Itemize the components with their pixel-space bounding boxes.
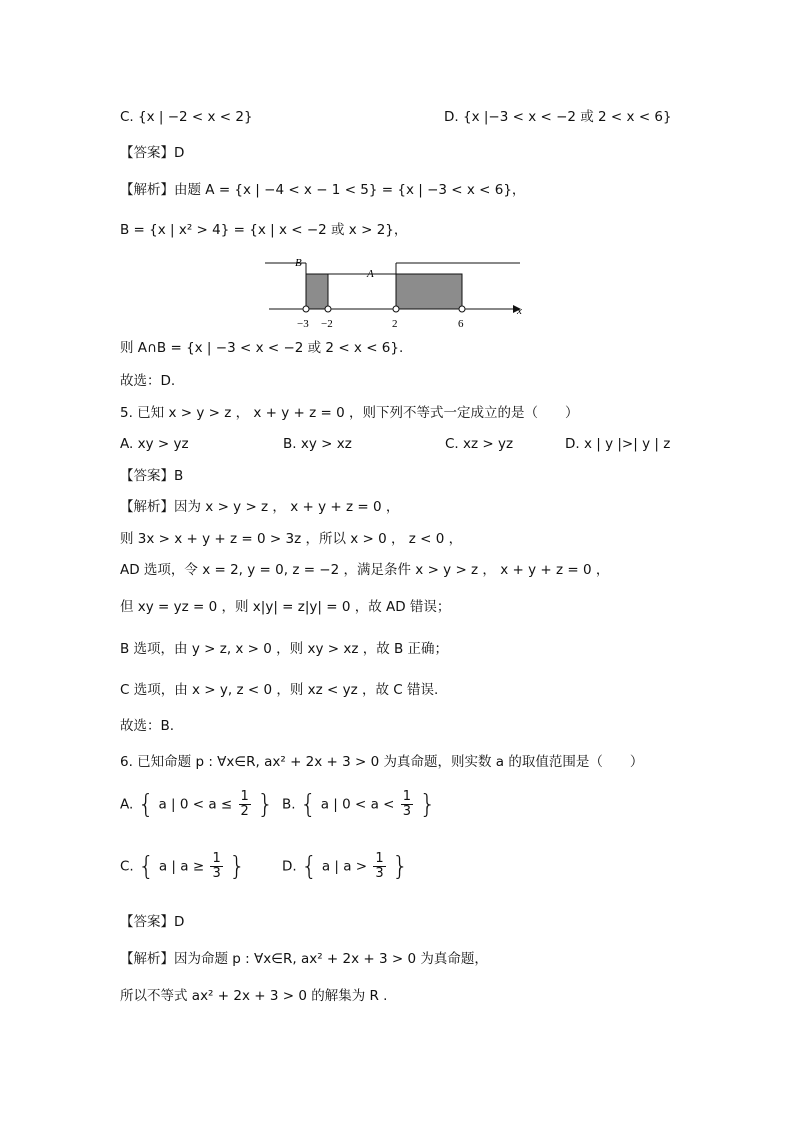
- right-brace-icon: }: [391, 851, 409, 882]
- analysis-q4-line2: B = {x | x² > 4} = {x | x < −2 或 x > 2}，: [120, 222, 408, 238]
- analysis-q5-line: 但 xy = yz = 0 ，则 x|y| = z|y| = 0 ，故 AD 错误；: [120, 599, 451, 615]
- right-brace-icon: }: [229, 851, 246, 882]
- left-brace-icon: {: [138, 851, 155, 882]
- analysis-q5-line: AD 选项，令 x = 2, y = 0, z = −2 ，满足条件 x > y > z ， x + y + z = 0 ，: [120, 562, 610, 578]
- open-point-neg2: [325, 306, 331, 312]
- option-a-q6: [120, 790, 274, 819]
- fraction: [401, 790, 413, 819]
- fraction: [239, 790, 251, 819]
- choose-q5: 故选：B.: [120, 718, 175, 734]
- answer-q5: 【答案】B: [120, 468, 184, 484]
- open-point-neg3: [303, 306, 309, 312]
- option-body: a | 0 < a ≤: [158, 796, 233, 813]
- left-brace-icon: {: [300, 851, 318, 882]
- option-b-q6: [282, 790, 436, 819]
- answer-q6: 【答案】D: [120, 914, 185, 930]
- tick-label-6: 6: [458, 318, 464, 330]
- numerator: 1: [375, 851, 384, 866]
- analysis-q5-line: 则 3x > x + y + z = 0 > 3z ，所以 x > 0 ， z < 0 ，: [120, 531, 463, 547]
- option-body: a | a >: [321, 858, 368, 875]
- denominator: 3: [375, 866, 384, 881]
- question-5-stem: 5. 已知 x > y > z ， x + y + z = 0 ，则下列不等式一定成立的是（ ）: [120, 405, 579, 421]
- tick-label-neg2: −2: [321, 318, 333, 330]
- analysis-q5-line: 【解析】因为 x > y > z ， x + y + z = 0 ，: [120, 499, 400, 515]
- denominator: 3: [402, 804, 412, 819]
- option-a-q5: A. xy > yz: [120, 436, 189, 452]
- shaded-region-right: [396, 274, 462, 309]
- option-d-q5: D. x | y |>| y | z: [565, 436, 671, 452]
- open-point-6: [459, 306, 465, 312]
- tick-label-neg3: −3: [297, 318, 309, 330]
- analysis-q4-line1: 【解析】由题 A = {x | −4 < x − 1 < 5} = {x | −3 < x < 6}，: [120, 182, 526, 198]
- left-brace-icon: {: [137, 789, 155, 820]
- open-point-2: [393, 306, 399, 312]
- analysis-q6-line2: 所以不等式 ax² + 2x + 3 > 0 的解集为 R .: [120, 988, 388, 1004]
- option-prefix: D.: [282, 858, 297, 875]
- answer-q4: 【答案】D: [120, 145, 185, 161]
- right-brace-icon: }: [257, 789, 274, 820]
- numerator: 1: [240, 789, 249, 804]
- tick-label-2: 2: [392, 318, 398, 330]
- question-6-stem: 6. 已知命题 p : ∀x∈R, ax² + 2x + 3 > 0 为真命题，则实数 a 的取值范围是（ ）: [120, 754, 644, 770]
- analysis-q5-line: C 选项，由 x > y, z < 0 ，则 xz < yz ，故 C 错误.: [120, 682, 439, 698]
- conclusion-q4: 则 A∩B = {x | −3 < x < −2 或 2 < x < 6}.: [120, 340, 404, 356]
- numerator: 1: [402, 789, 412, 804]
- option-b-q5: B. xy > xz: [283, 436, 352, 452]
- option-prefix: B.: [282, 796, 296, 813]
- number-line-diagram: [255, 252, 540, 332]
- analysis-q5-line: B 选项，由 y > z, x > 0 ，则 xy > xz ，故 B 正确；: [120, 641, 449, 657]
- right-brace-icon: }: [419, 789, 436, 820]
- option-c-q6: [120, 852, 246, 881]
- choose-q4: 故选：D.: [120, 373, 176, 389]
- analysis-q6-line1: 【解析】因为命题 p : ∀x∈R, ax² + 2x + 3 > 0 为真命题，: [120, 951, 488, 967]
- fraction: [210, 852, 222, 881]
- denominator: 2: [240, 804, 249, 819]
- option-prefix: A.: [120, 796, 134, 813]
- numerator: 1: [212, 851, 221, 866]
- option-body: a | a ≥: [158, 858, 205, 875]
- option-d-q4: D. {x |−3 < x < −2 或 2 < x < 6}: [444, 109, 672, 125]
- option-c-q4: C. {x | −2 < x < 2}: [120, 109, 253, 125]
- option-prefix: C.: [120, 858, 134, 875]
- option-c-q5: C. xz > yz: [445, 436, 514, 452]
- set-a-label: A: [367, 268, 374, 280]
- set-b-label: B: [295, 257, 302, 269]
- option-d-q6: [282, 852, 409, 881]
- axis-label: x: [517, 305, 522, 317]
- option-body: a | 0 < a <: [320, 796, 395, 813]
- fraction: [373, 852, 385, 881]
- shaded-region-left: [306, 274, 328, 309]
- denominator: 3: [212, 866, 221, 881]
- left-brace-icon: {: [299, 789, 317, 820]
